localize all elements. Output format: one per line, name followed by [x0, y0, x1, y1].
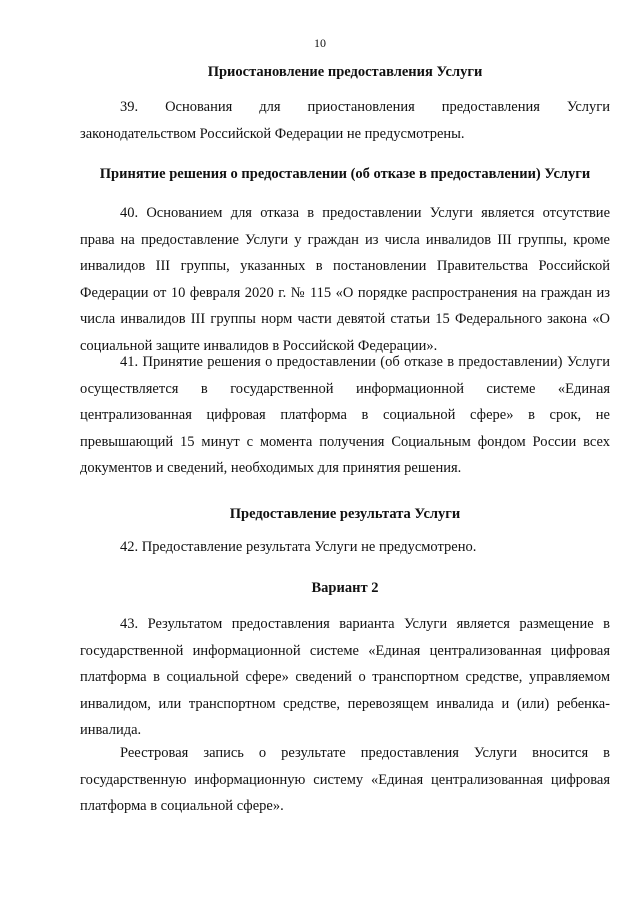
heading-suspension: Приостановление предоставления Услуги — [207, 64, 483, 80]
paragraph-42: 42. Предоставление результата Услуги не предусмотрено. — [120, 539, 477, 555]
page-number: 10 — [314, 36, 326, 50]
heading-result-provision: Предоставление результата Услуги — [229, 506, 461, 522]
paragraph-39: 39. Основания для приостановления предоставления Услуги законодательством Российской Федерации не предусмотрены. — [80, 99, 610, 142]
paragraph-41: 41. Принятие решения о предоставлении (об отказе в предоставлении) Услуги осуществляется в государственной информационной системе «Единая централизованная цифровая платформа в социальной сфере» в срок, не превышающий 15 минут с момента получения Социальным фондом России всех документов и сведений, необходимых для принятия решения. — [80, 354, 610, 476]
heading-variant-2: Вариант 2 — [311, 580, 379, 596]
paragraph-40: 40. Основанием для отказа в предоставлении Услуги является отсутствие права на предоставление Услуги у граждан из числа инвалидов III группы, кроме инвалидов III группы, указанных в постановлении Правительства Российской Федерации от 10 февраля 2020 г. № 115 «О порядке распространения на граждан из числа инвалидов III группы норм части девятой статьи 15 Федерального закона «О социальной защите инвалидов в Российской Федерации». — [80, 205, 610, 354]
paragraph-43: 43. Результатом предоставления варианта Услуги является размещение в государственной информационной системе «Единая централизованная цифровая платформа в социальной сфере» сведений о транспортном средстве, управляемом инвалидом, или транспортном средстве, перевозящем инвалида и (или) ребенка-инвалида. — [80, 616, 610, 738]
heading-decision: Принятие решения о предоставлении (об отказе в предоставлении) Услуги — [99, 166, 591, 182]
paragraph-registry-record: Реестровая запись о результате предоставления Услуги вносится в государственную информационную систему «Единая централизованная цифровая платформа в социальной сфере». — [80, 745, 610, 814]
